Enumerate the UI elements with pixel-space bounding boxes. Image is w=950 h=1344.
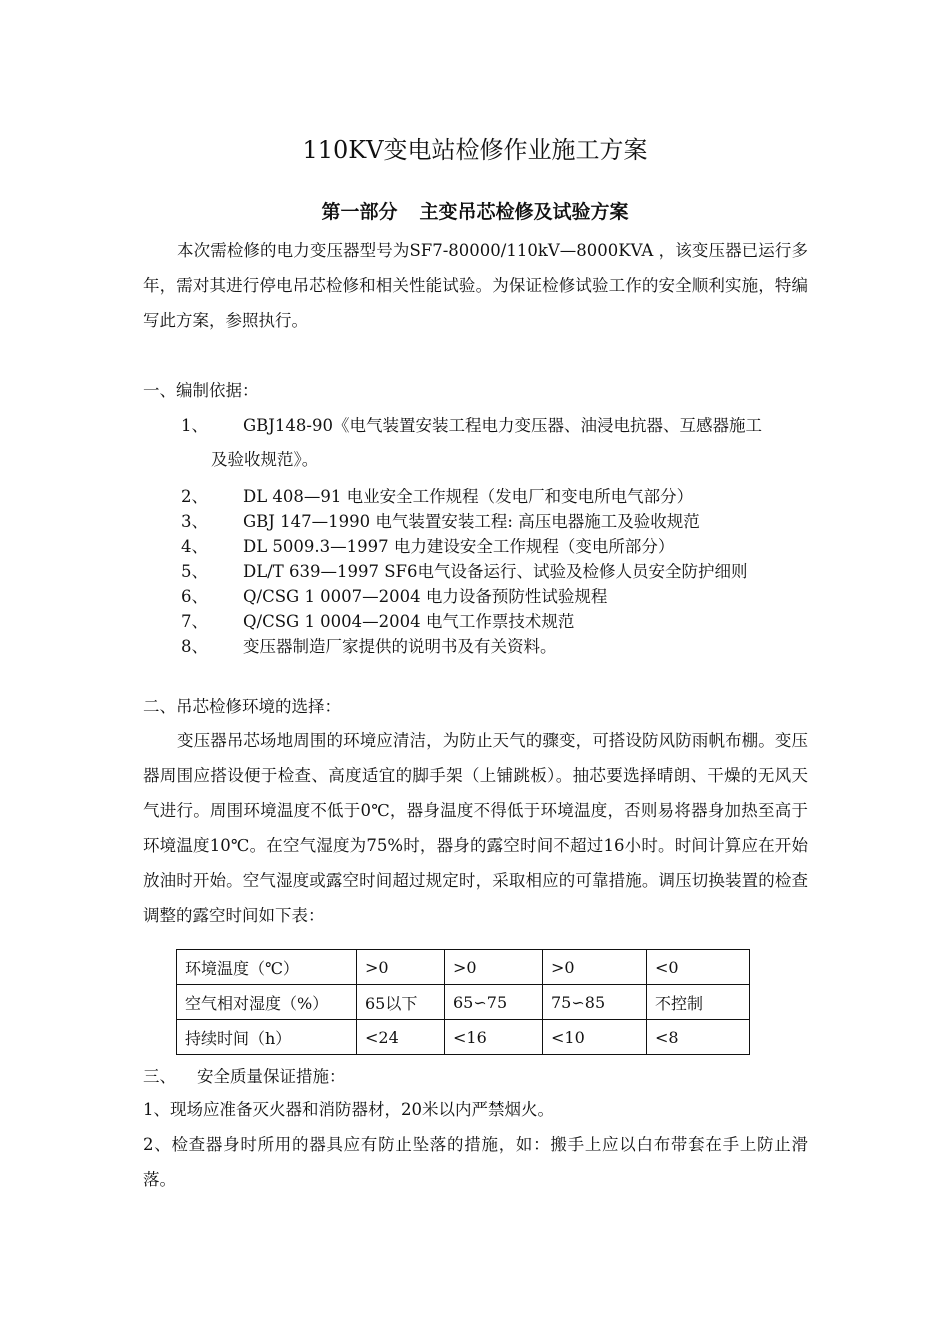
reference-text: Q/CSG 1 0004—2004 电气工作票技术规范 (243, 612, 575, 631)
reference-number: 3、 (181, 512, 208, 531)
table-cell: 环境温度（℃） (177, 950, 357, 985)
reference-text: DL 5009.3—1997 电力建设安全工作规程（变电所部分） (243, 537, 675, 556)
reference-item-7 (181, 610, 808, 634)
section2-heading: 二、吊芯检修环境的选择： (143, 697, 341, 716)
table-cell: >0 (357, 950, 445, 985)
reference-number: 8、 (181, 637, 208, 656)
table-cell: 75∽85 (543, 985, 647, 1020)
table-row (177, 1020, 750, 1055)
safety-item-2: 2、检查器身时所用的器具应有防止坠落的措施，如：搬手上应以白布带套在手上防止滑落。 (143, 1135, 808, 1189)
reference-text: 变压器制造厂家提供的说明书及有关资料。 (243, 637, 557, 656)
part-number: 第一部分 (321, 201, 398, 223)
reference-text: DL/T 639—1997 SF6电气设备运行、试验及检修人员安全防护细则 (243, 562, 748, 581)
table-cell: <16 (445, 1020, 543, 1055)
reference-text-continued: 及验收规范》。 (211, 450, 319, 469)
reference-number: 5、 (181, 562, 208, 581)
reference-number: 1、 (181, 416, 208, 435)
environment-paragraph: 变压器吊芯场地周围的环境应清洁，为防止天气的骤变，可搭设防风防雨帆布棚。变压器周围应搭设便于检查、高度适宜的脚手架（上铺跳板）。抽芯要选择晴朗、干燥的无风天气进行。周围环境温度不低于0℃，器身温度不得低于环境温度，否则易将器身加热至高于环境温度10℃。在空气湿度为75%时，器身的露空时间不超过16小时。时间计算应在开始放油时开始。空气湿度或露空时间超过规定时，采取相应的可靠措施。调压切换装置的检查调整的露空时间如下表： (143, 731, 808, 925)
table-cell: <24 (357, 1020, 445, 1055)
reference-item-1 (181, 409, 808, 477)
exposure-time-table (176, 949, 750, 1055)
table-cell: 65∽75 (445, 985, 543, 1020)
part-subtitle (0, 198, 950, 226)
reference-number: 6、 (181, 587, 208, 606)
reference-item-5 (181, 560, 808, 584)
table-cell: <0 (647, 950, 750, 985)
table-cell: >0 (543, 950, 647, 985)
table-cell: 不控制 (647, 985, 750, 1020)
table-cell: <10 (543, 1020, 647, 1055)
document-title: 110KV变电站检修作业施工方案 (302, 136, 648, 164)
table-row (177, 950, 750, 985)
reference-number: 7、 (181, 612, 208, 631)
table-cell: <8 (647, 1020, 750, 1055)
reference-number: 2、 (181, 487, 208, 506)
section3-heading: 三、 安全质量保证措施： (143, 1067, 346, 1086)
reference-number: 4、 (181, 537, 208, 556)
part-name: 主变吊芯检修及试验方案 (419, 201, 629, 223)
reference-item-2 (181, 485, 808, 509)
safety-item-1: 1、现场应准备灭火器和消防器材，20米以内严禁烟火。 (143, 1100, 554, 1119)
table-cell: 持续时间（h） (177, 1020, 357, 1055)
table-row (177, 985, 750, 1020)
section1-heading: 一、编制依据： (143, 381, 259, 400)
table-cell: >0 (445, 950, 543, 985)
reference-text: Q/CSG 1 0007—2004 电力设备预防性试验规程 (243, 587, 608, 606)
table-cell: 65以下 (357, 985, 445, 1020)
reference-text: GBJ 147—1990 电气装置安装工程: 高压电器施工及验收规范 (243, 512, 700, 531)
reference-item-6 (181, 585, 808, 609)
reference-item-8 (181, 635, 808, 659)
reference-item-4 (181, 535, 808, 559)
reference-text: DL 408—91 电业安全工作规程（发电厂和变电所电气部分） (243, 487, 694, 506)
table-cell: 空气相对湿度（%） (177, 985, 357, 1020)
reference-text: GBJ148-90《电气装置安装工程电力变压器、油浸电抗器、互感器施工 (243, 416, 762, 435)
intro-paragraph: 本次需检修的电力变压器型号为SF7-80000/110kV—8000KVA ，该变压器已运行多年，需对其进行停电吊芯检修和相关性能试验。为保证检修试验工作的安全顺利实施，特编写此方案，参照执行。 (143, 241, 808, 330)
reference-item-3 (181, 510, 808, 534)
